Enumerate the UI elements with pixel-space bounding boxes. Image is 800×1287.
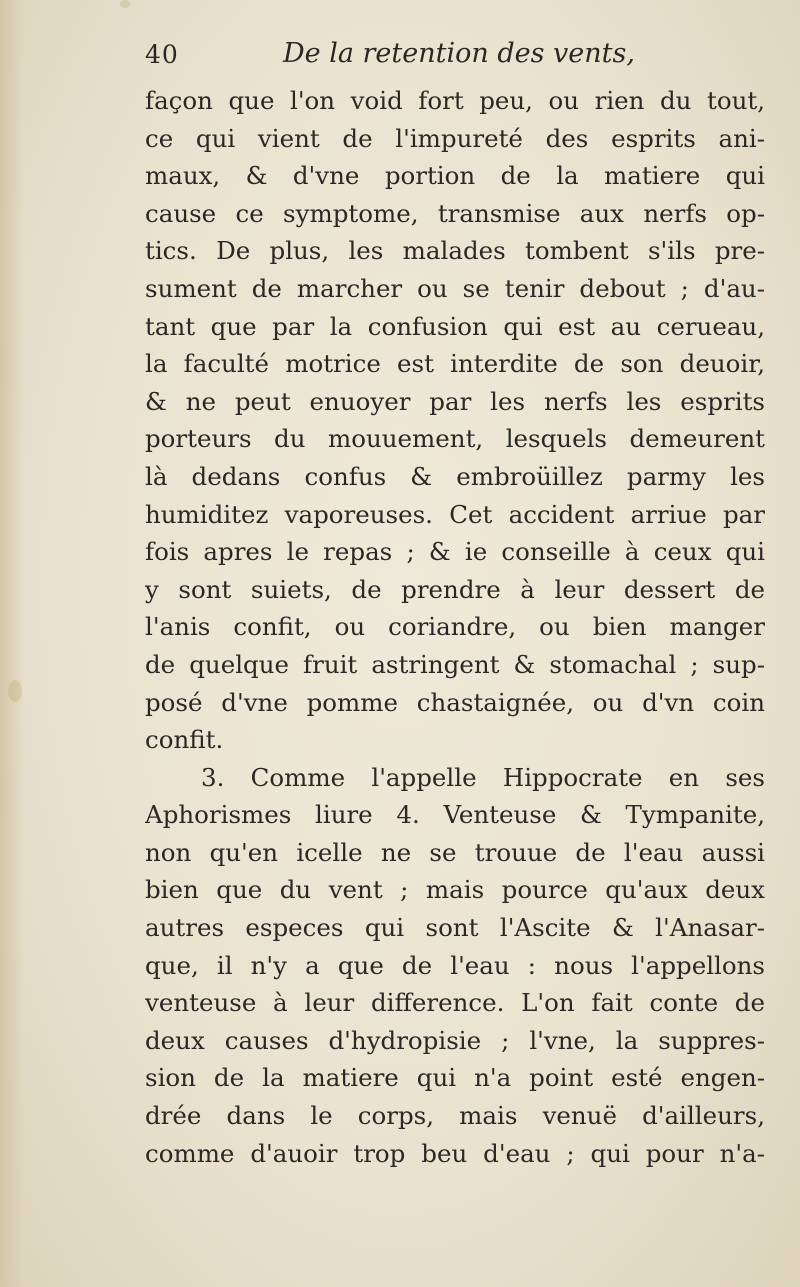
text-line: autres especes qui sont l'Ascite & l'Anasar- [145,913,765,943]
text-line: porteurs du mouuement, lesquels demeurent [145,424,765,454]
paper-stain [8,680,22,702]
body-text [145,82,765,1172]
text-line: ce qui vient de l'impureté des esprits ani- [145,123,765,153]
text-line: posé d'vne pomme chastaignée, ou d'vn coin [145,687,765,717]
text-line: sument de marcher ou se tenir debout ; d'au- [145,273,765,303]
text-line: cause ce symptome, transmise aux nerfs op- [145,198,765,228]
text-line: que, il n'y a que de l'eau : nous l'appellons [145,950,765,980]
text-line: maux, & d'vne portion de la matiere qui [145,161,765,191]
text-line: tant que par la confusion qui est au cerueau, [145,311,765,341]
running-head [145,40,665,80]
text-line: confit. [145,725,224,755]
text-line: Aphorismes liure 4. Venteuse & Tympanite, [145,800,765,830]
text-line: comme d'auoir trop beu d'eau ; qui pour n'a- [145,1138,765,1168]
gutter-shadow [0,0,24,1287]
text-line: y sont suiets, de prendre à leur dessert de [145,574,765,604]
text-line: bien que du vent ; mais pource qu'aux deux [145,875,765,905]
text-line: 3. Comme l'appelle Hippocrate en ses [201,762,765,792]
text-line: venteuse à leur difference. L'on fait conte de [145,988,765,1018]
page-number: 40 [145,40,179,69]
text-line: l'anis confit, ou coriandre, ou bien manger [145,612,765,642]
text-line: deux causes d'hydropisie ; l'vne, la suppres- [145,1025,765,1055]
text-line: tics. De plus, les malades tombent s'ils pre- [145,236,765,266]
running-title: De la retention des vents, [283,38,635,69]
text-line: non qu'en icelle ne se trouue de l'eau aussi [145,837,765,867]
text-line: là dedans confus & embroüillez parmy les [145,461,765,491]
paper-stain [120,0,130,8]
text-line: fois apres le repas ; & ie conseille à ceux qui [145,537,765,567]
text-line: la faculté motrice est interdite de son deuoir, [145,349,765,379]
text-line: humiditez vaporeuses. Cet accident arriue par [145,499,765,529]
text-line: sion de la matiere qui n'a point esté engen- [145,1063,765,1093]
text-line: façon que l'on void fort peu, ou rien du tout, [145,86,765,115]
text-line: de quelque fruit astringent & stomachal ; sup- [145,649,765,679]
text-line: & ne peut enuoyer par les nerfs les esprits [145,386,765,416]
text-line: drée dans le corps, mais venuë d'ailleurs, [145,1101,765,1131]
